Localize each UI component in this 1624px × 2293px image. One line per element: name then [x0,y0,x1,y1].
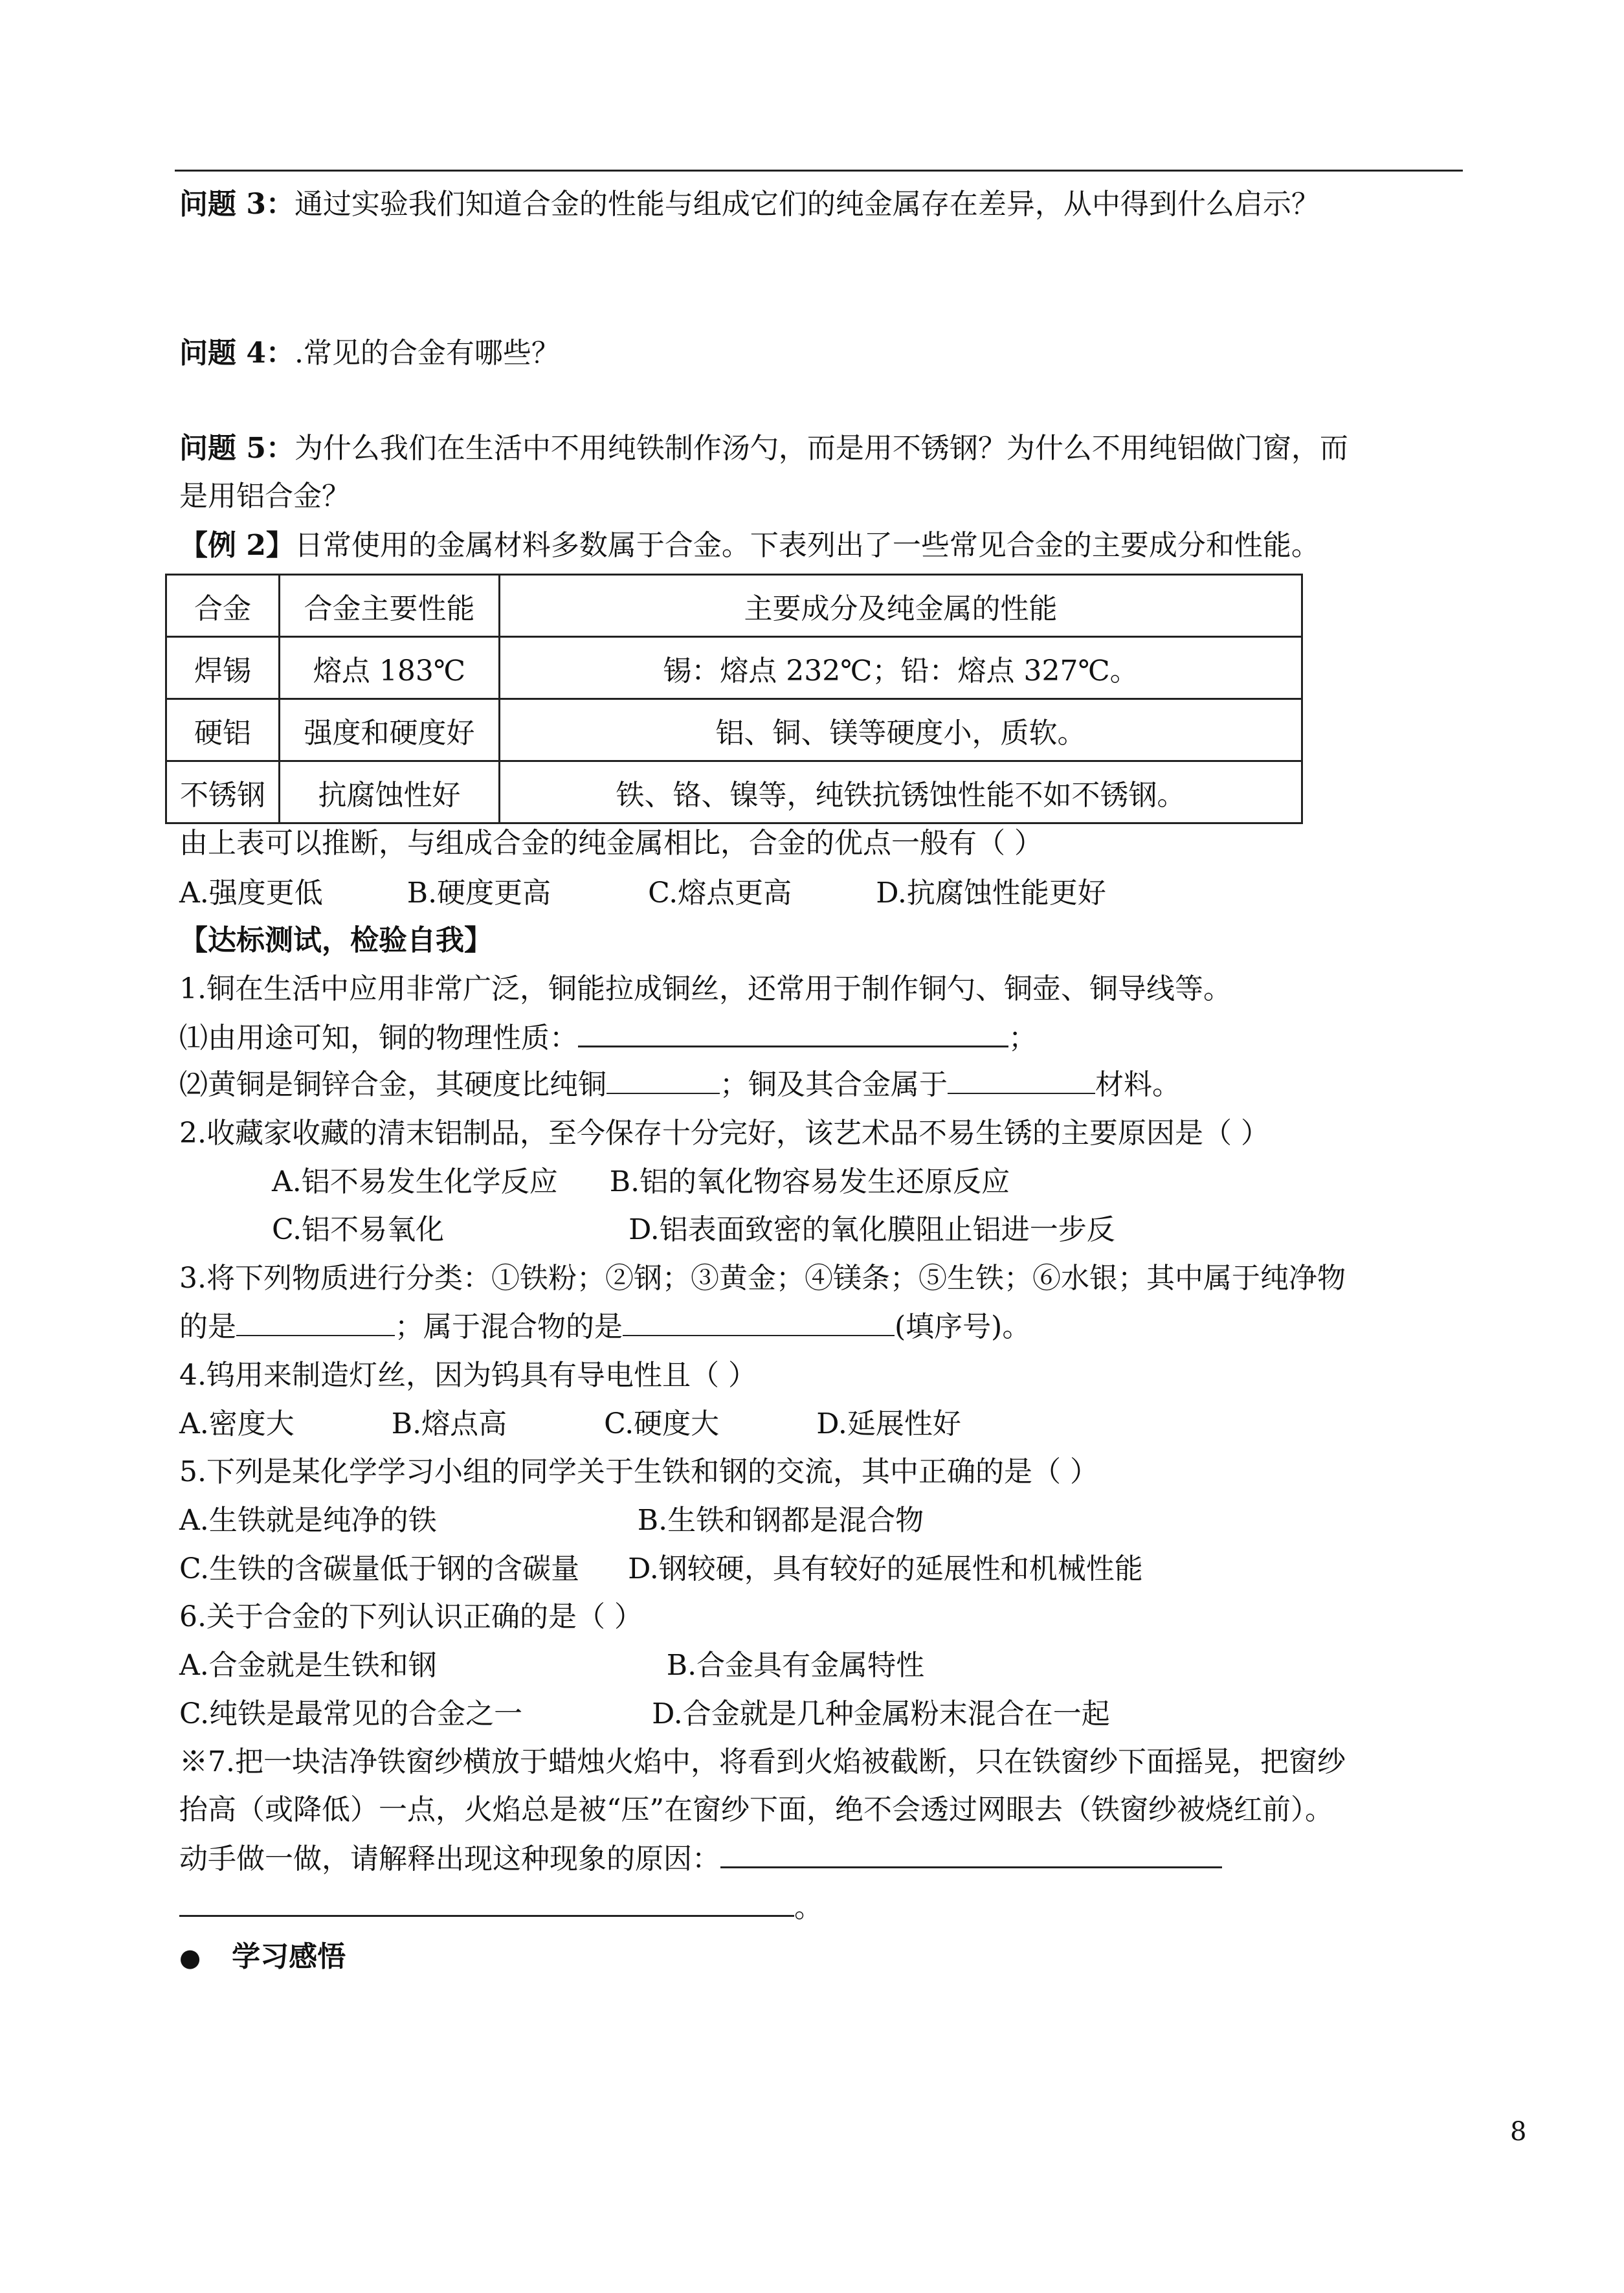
option-b: B.熔点高 [391,1407,507,1440]
option-b: B.铝的氧化物容易发生还原反应 [609,1165,1010,1198]
item-1: 1.铜在生活中应用非常广泛，铜能拉成铜丝，还常用于制作铜勺、铜壶、铜导线等。 [179,972,1232,1005]
table-header-cell: 主要成分及纯金属的性能 [500,575,1302,637]
table-row [166,699,1302,761]
option-c: C.硬度大 [604,1407,720,1440]
item-1b [179,1067,1181,1103]
answer-blank[interactable] [179,1889,794,1917]
item-5-options-row2 [179,1551,1143,1587]
answer-blank[interactable] [606,1067,720,1094]
reflection-title: 学习感悟 [232,1940,346,1973]
item-2: 2.收藏家收藏的清末铝制品，至今保存十分完好，该艺术品不易生锈的主要原因是（ ） [179,1117,1269,1150]
option-b: B.合金具有金属特性 [666,1649,925,1682]
table-header-cell: 合金 [166,575,280,637]
item-3-text: 的是 [179,1310,236,1343]
item-2-options-row1 [272,1164,1010,1200]
example-2-label: 【例 2】 [179,529,295,562]
option-d: D.抗腐蚀性能更好 [876,877,1106,910]
reflection-heading [179,1939,346,1976]
option-d: D.钢较硬，具有较好的延展性和机械性能 [628,1552,1143,1585]
item-6: 6.关于合金的下列认识正确的是（ ） [179,1600,643,1633]
item-3: 3.将下列物质进行分类：①铁粉；②钢；③黄金；④镁条；⑤生铁；⑥水银；其中属于纯净物 [179,1262,1346,1295]
option-a: A.铝不易发生化学反应 [272,1165,558,1198]
bullet-icon: ● [179,1943,201,1972]
question-4-text: .常见的合金有哪些？ [294,337,560,370]
item-1a-text: ⑴由用途可知，铜的物理性质： [179,1022,578,1055]
item-7-text: 动手做一做，请解释出现这种现象的原因： [179,1842,720,1875]
option-c: C.纯铁是最常见的合金之一 [179,1697,523,1730]
option-b: B.生铁和钢都是混合物 [637,1504,924,1537]
example-2-text: 日常使用的金属材料多数属于合金。下表列出了一些常见合金的主要成分和性能。 [294,529,1320,562]
option-b: B.硬度更高 [406,877,551,910]
option-d: D.铝表面致密的氧化膜阻止铝进一步反 [628,1213,1115,1246]
table-row [166,637,1302,699]
table-cell: 强度和硬度好 [280,699,500,761]
question-3-label: 问题 3： [179,188,295,221]
item-7-line3 [179,1840,1222,1877]
table-cell: 焊锡 [166,637,280,699]
item-1a [179,1020,1037,1057]
item-6-options-row2 [179,1696,1110,1732]
page-number: 8 [1510,2117,1527,2147]
table-cell: 铁、铬、镍等，纯铁抗锈蚀性能不如不锈钢。 [500,761,1302,823]
table-header-cell: 合金主要性能 [280,575,500,637]
example-2-options [179,875,1106,912]
item-1b-text: ⑵黄铜是铜锌合金，其硬度比纯铜 [179,1068,606,1101]
option-c: C.熔点更高 [648,877,792,910]
table-cell: 铝、铜、镁等硬度小，质软。 [500,699,1302,761]
question-3 [179,186,1320,223]
answer-blank[interactable] [623,1309,895,1336]
answer-blank[interactable] [720,1840,1222,1868]
item-5-options-row1 [179,1503,924,1539]
item-3-line2 [179,1309,1030,1345]
question-4-label: 问题 4： [179,337,295,370]
example-2-question: 由上表可以推断，与组成合金的纯金属相比，合金的优点一般有（ ） [179,827,1043,860]
item-3-mid: ；属于混合物的是 [395,1310,623,1343]
question-3-text: 通过实验我们知道合金的性能与组成它们的纯金属存在差异，从中得到什么启示？ [294,188,1320,221]
table-cell: 不锈钢 [166,761,280,823]
answer-blank[interactable] [578,1020,1008,1047]
question-5-line2: 是用铝合金？ [179,480,350,513]
item-7: ※7.把一块洁净铁窗纱横放于蜡烛火焰中，将看到火焰被截断，只在铁窗纱下面摇晃，把窗纱 [179,1745,1346,1778]
item-4: 4.钨用来制造灯丝，因为钨具有导电性且（ ） [179,1359,757,1392]
item-4-options [179,1406,961,1442]
item-1a-end: ； [1008,1022,1037,1055]
table-cell: 锡：熔点 232℃；铅：熔点 327℃。 [500,637,1302,699]
item-7-line2: 抬高（或降低）一点，火焰总是被“压”在窗纱下面，绝不会透过网眼去（铁窗纱被烧红前）。 [179,1793,1333,1826]
item-2-options-row2 [272,1212,1115,1248]
question-5 [179,431,1348,467]
option-c: C.生铁的含碳量低于钢的含碳量 [179,1552,580,1585]
item-1b-mid: ；铜及其合金属于 [720,1068,948,1101]
answer-blank[interactable] [948,1067,1095,1094]
question-5-text-line1: 为什么我们在生活中不用纯铁制作汤勺，而是用不锈钢？为什么不用纯铝做门窗，而 [294,432,1348,465]
item-7-line4 [179,1889,823,1926]
top-rule [175,170,1463,172]
option-c: C.铝不易氧化 [272,1213,445,1246]
item-5: 5.下列是某化学学习小组的同学关于生铁和钢的交流，其中正确的是（ ） [179,1455,1098,1488]
table-row [166,761,1302,823]
item-6-options-row1 [179,1648,924,1684]
question-4 [179,335,560,372]
alloy-table [165,574,1303,824]
item-1b-end: 材料。 [1095,1068,1181,1101]
option-a: A.生铁就是纯净的铁 [179,1504,437,1537]
option-a: A.强度更低 [179,877,323,910]
table-cell: 抗腐蚀性好 [280,761,500,823]
table-cell: 熔点 183℃ [280,637,500,699]
item-7-end: 。 [794,1891,823,1924]
example-2 [179,528,1320,564]
question-5-label: 问题 5： [179,432,295,465]
option-a: A.密度大 [179,1407,295,1440]
option-a: A.合金就是生铁和钢 [179,1649,437,1682]
option-d: D.合金就是几种金属粉末混合在一起 [652,1697,1110,1730]
answer-blank[interactable] [236,1309,395,1336]
option-d: D.延展性好 [816,1407,961,1440]
table-cell: 硬铝 [166,699,280,761]
table-header-row [166,575,1302,637]
section-title: 【达标测试，检验自我】 [179,924,493,957]
item-3-end: (填序号)。 [895,1310,1031,1343]
